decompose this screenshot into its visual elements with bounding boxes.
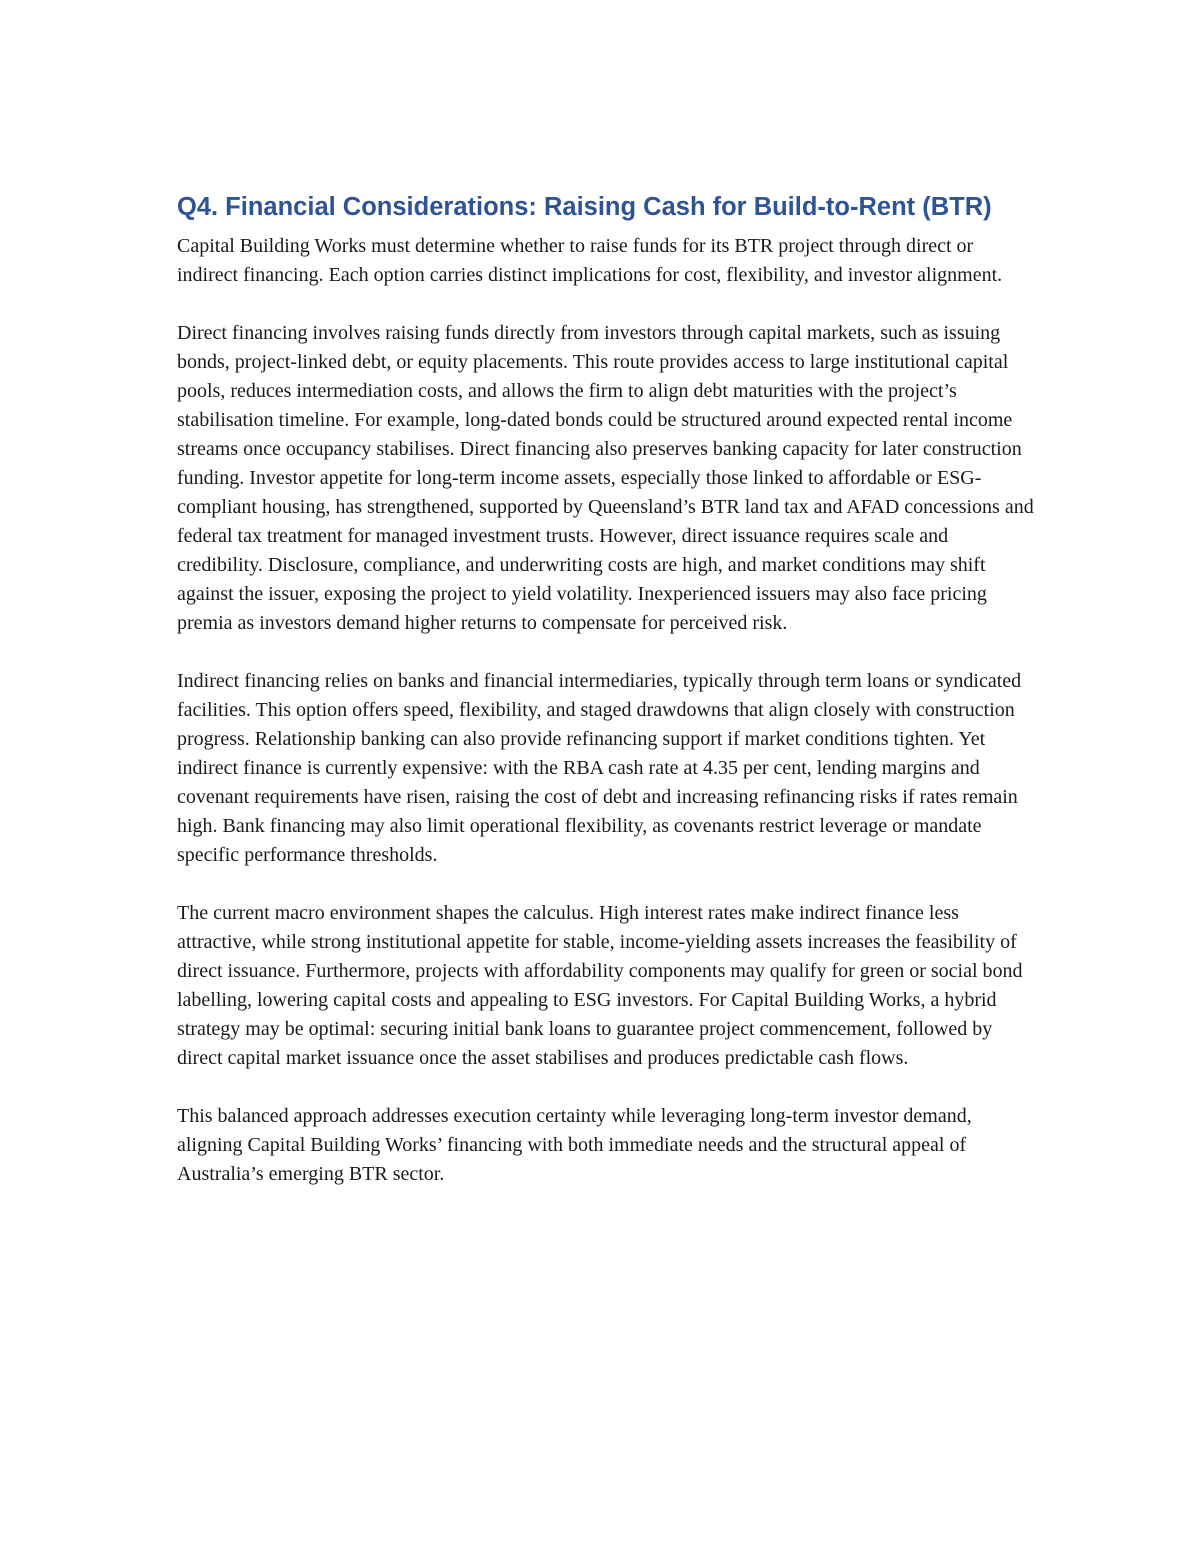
paragraph-intro: Capital Building Works must determine whether to raise funds for its BTR project through direct or indirect financing. Each option carries distinct implications for cost, flexibility, and investor alignment. bbox=[177, 235, 1003, 286]
paragraph-conclusion: This balanced approach addresses execution certainty while leveraging long-term investor demand, aligning Capital Building Works’ financing with both immediate needs and the structural appeal of Australia’s emerging BTR sector. bbox=[177, 1105, 972, 1185]
document-body bbox=[177, 190, 1035, 1218]
paragraph-direct-financing: Direct financing involves raising funds directly from investors through capital markets, such as issuing bonds, project-linked debt, or equity placements. This route provides access to large institutional capital pools, reduces intermediation costs, and allows the firm to align debt maturities with the project’s stabilisation timeline. For example, long-dated bonds could be structured around expected rental income streams once occupancy stabilises. Direct financing also preserves banking capacity for later construction funding. Investor appetite for long-term income assets, especially those linked to affordable or ESG-compliant housing, has strengthened, supported by Queensland’s BTR land tax and AFAD concessions and federal tax treatment for managed investment trusts. However, direct issuance requires scale and credibility. Disclosure, compliance, and underwriting costs are high, and market conditions may shift against the issuer, exposing the project to yield volatility. Inexperienced issuers may also face pricing premia as investors demand higher returns to compensate for perceived risk. bbox=[177, 322, 1034, 634]
paragraph-macro-environment: The current macro environment shapes the calculus. High interest rates make indirect finance less attractive, while strong institutional appetite for stable, income-yielding assets increases the feasibility of direct issuance. Furthermore, projects with affordability components may qualify for green or social bond labelling, lowering capital costs and appealing to ESG investors. For Capital Building Works, a hybrid strategy may be optimal: securing initial bank loans to guarantee project commencement, followed by direct capital market issuance once the asset stabilises and produces predictable cash flows. bbox=[177, 902, 1023, 1069]
section-heading: Q4. Financial Considerations: Raising Cash for Build-to-Rent (BTR) bbox=[177, 193, 992, 221]
paragraph-indirect-financing: Indirect financing relies on banks and financial intermediaries, typically through term loans or syndicated facilities. This option offers speed, flexibility, and staged drawdowns that align closely with construction progress. Relationship banking can also provide refinancing support if market conditions tighten. Yet indirect finance is currently expensive: with the RBA cash rate at 4.35 per cent, lending margins and covenant requirements have risen, raising the cost of debt and increasing refinancing risks if rates remain high. Bank financing may also limit operational flexibility, as covenants restrict leverage or mandate specific performance thresholds. bbox=[177, 670, 1022, 866]
